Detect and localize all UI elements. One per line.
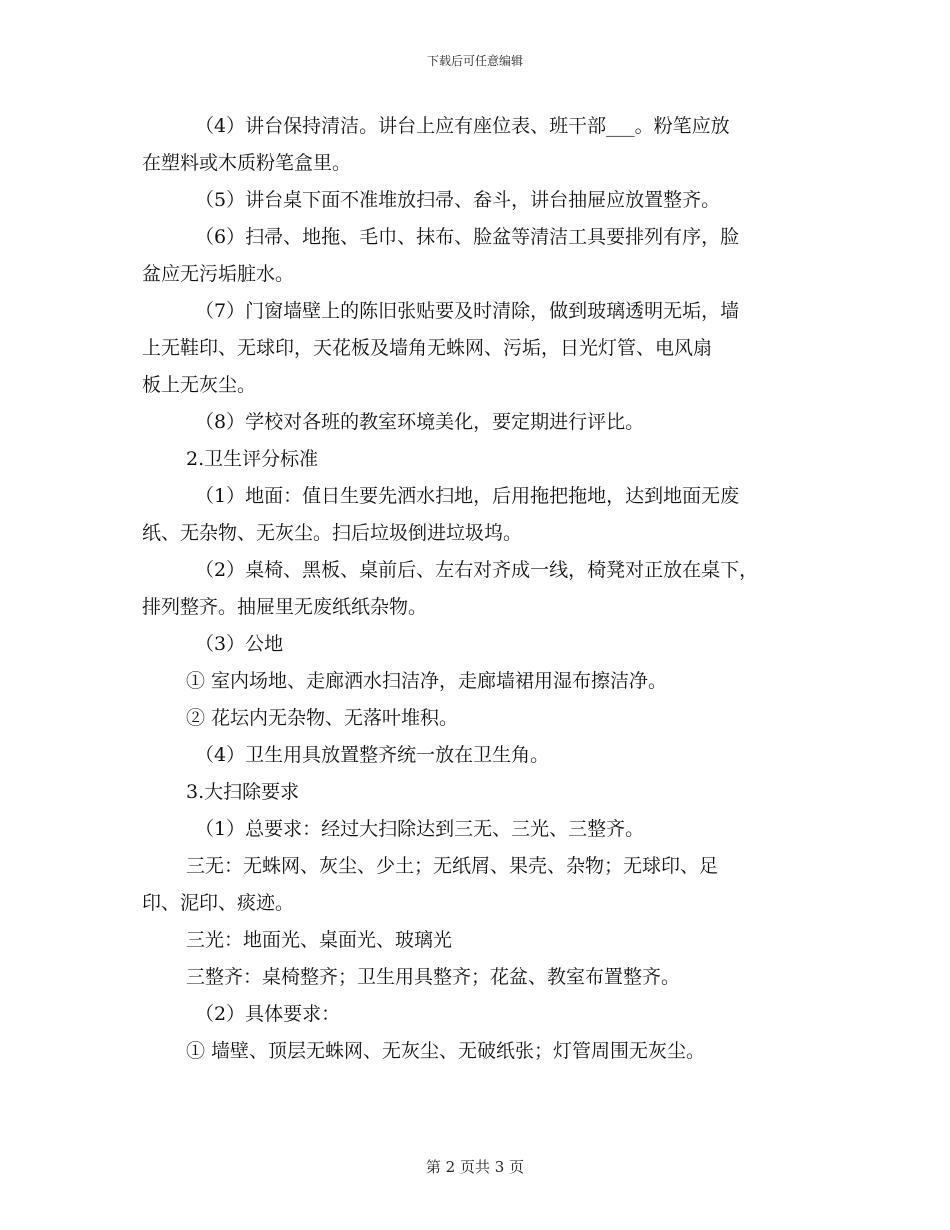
text-line: （6）扫帚、地拖、毛巾、抹布、脸盆等清洁工具要排列有序，脸 bbox=[195, 226, 740, 248]
text-line: 上无鞋印、无球印，天花板及墙角无蛛网、污垢，日光灯管、电风扇 bbox=[142, 337, 713, 359]
text-line: 三整齐：桌椅整齐；卫生用具整齐；花盆、教室布置整齐。 bbox=[186, 966, 681, 988]
document-body bbox=[142, 108, 812, 1070]
text-line: （1）总要求：经过大扫除达到三无、三光、三整齐。 bbox=[195, 818, 645, 840]
text-line: 印、泥印、痰迹。 bbox=[142, 892, 295, 914]
text-line: （2）桌椅、黑板、桌前后、左右对齐成一线，椅凳对正放在桌下， bbox=[195, 559, 759, 581]
text-line: （4）卫生用具放置整齐统一放在卫生角。 bbox=[195, 744, 550, 766]
text-line: （7）门窗墙壁上的陈旧张贴要及时清除，做到玻璃透明无垢，墙 bbox=[195, 300, 740, 322]
text-line: 纸、无杂物、无灰尘。扫后垃圾倒进垃圾坞。 bbox=[142, 522, 523, 544]
text-line: 三无：无蛛网、灰尘、少土；无纸屑、果壳、杂物；无球印、足 bbox=[186, 855, 719, 877]
text-line: （5）讲台桌下面不准堆放扫帚、畚斗，讲台抽屉应放置整齐。 bbox=[195, 189, 721, 211]
text-line: ① 墙壁、顶层无蛛网、无灰尘、无破纸张；灯管周围无灰尘。 bbox=[186, 1040, 706, 1062]
text-line: （2）具体要求： bbox=[195, 1003, 341, 1025]
text-line: 2.卫生评分标准 bbox=[186, 448, 319, 470]
text-line: （1）地面：值日生要先洒水扫地，后用拖把拖地，达到地面无废 bbox=[195, 485, 740, 507]
text-line: 3.大扫除要求 bbox=[186, 781, 300, 803]
text-line: （3）公地 bbox=[195, 633, 284, 655]
text-line: 三光：地面光、桌面光、玻璃光 bbox=[186, 929, 453, 951]
text-line: 盆应无污垢脏水。 bbox=[142, 263, 295, 285]
text-line: （8）学校对各班的教室环境美化，要定期进行评比。 bbox=[195, 411, 645, 433]
page-header: 下载后可任意编辑 bbox=[426, 54, 523, 68]
text-line: 在塑料或木质粉笔盒里。 bbox=[142, 152, 352, 174]
text-line: 板上无灰尘。 bbox=[142, 374, 257, 396]
text-line: （4）讲台保持清洁。讲台上应有座位表、班干部___。粉笔应放 bbox=[195, 115, 730, 137]
text-line: ② 花坛内无杂物、无落叶堆积。 bbox=[186, 707, 459, 729]
text-line: ① 室内场地、走廊洒水扫洁净，走廊墙裙用湿布擦洁净。 bbox=[186, 670, 668, 692]
text-line: 排列整齐。抽屉里无废纸纸杂物。 bbox=[142, 596, 428, 618]
page-footer: 第 2 页共 3 页 bbox=[425, 1158, 525, 1176]
